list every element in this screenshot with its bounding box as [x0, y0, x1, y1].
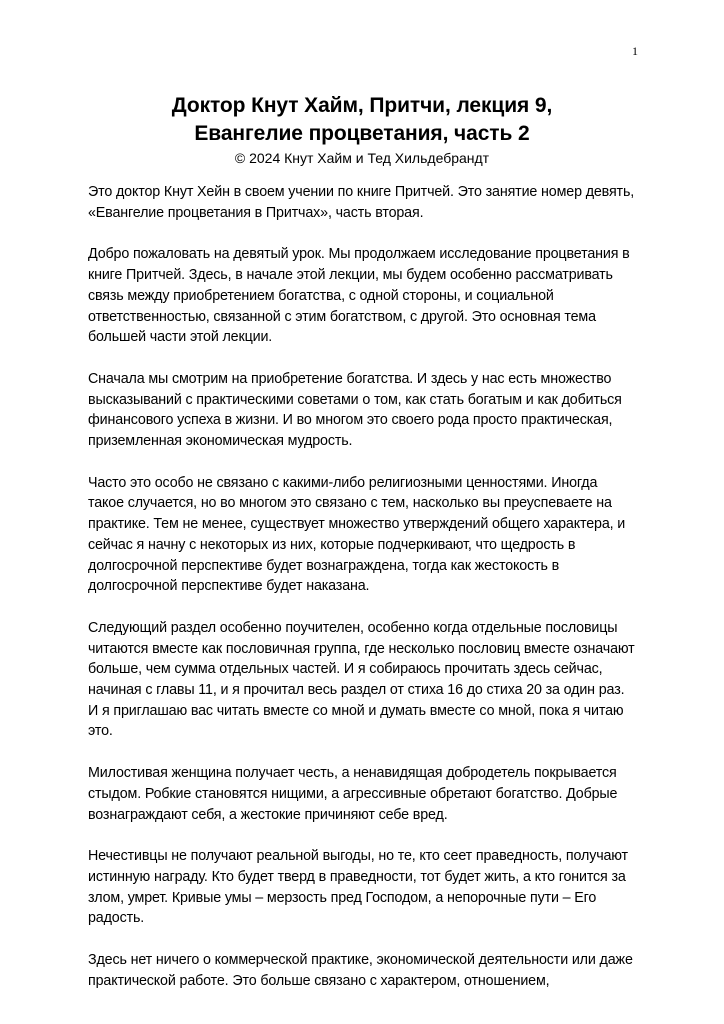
paragraph-4: Часто это особо не связано с какими-либо религиозными ценностями. Иногда такое случается, но во многом это связано с тем, насколько вы преуспеваете на практике. Тем не менее, существует множество утверждений общего характера, и сейчас я начну с некоторых из них, которые подчеркивают, что щедрость в долгосрочной перспективе будет вознаграждена, тогда как жестокость в долгосрочной перспективе будет наказана. — [88, 474, 626, 595]
document-body — [88, 182, 636, 1013]
title-block — [88, 92, 636, 167]
document-title-line-1: Доктор Кнут Хайм, Притчи, лекция 9, — [171, 94, 553, 117]
paragraph-5: Следующий раздел особенно поучителен, особенно когда отдельные пословицы читаются вместе как пословичная группа, где несколько пословиц вместе означают больше, чем сумма отдельных частей. И я собираюсь прочитать здесь сейчас, начиная с главы 11, и я прочитал весь раздел от стиха 16 до стиха 20 за один раз. И я приглашаю вас читать вместе со мной и думать вместе со мной, пока я читаю это. — [88, 619, 635, 740]
page-number: 1 — [632, 44, 638, 58]
paragraph-2: Добро пожаловать на девятый урок. Мы продолжаем исследование процветания в книге Притчей. Здесь, в начале этой лекции, мы будем особенно рассматривать связь между приобретением богатства, с одной стороны, и социальной ответственностью, связанной с этим богатством, с другой. Это основная тема большей части этой лекции. — [88, 246, 630, 346]
paragraph-6: Милостивая женщина получает честь, а ненавидящая добродетель покрывается стыдом. Робкие становятся нищими, а агрессивные обретают богатство. Добрые вознаграждают себя, а жестокие причиняют себе вред. — [88, 765, 618, 823]
paragraph-8: Здесь нет ничего о коммерческой практике, экономической деятельности или даже практической работе. Это больше связано с характером, отношением, — [88, 952, 633, 989]
paragraph-1: Это доктор Кнут Хейн в своем учении по книге Притчей. Это занятие номер девять, «Евангелие процветания в Притчах», часть вторая. — [88, 184, 635, 221]
paragraph-3: Сначала мы смотрим на приобретение богатства. И здесь у нас есть множество высказываний с практическими советами о том, как стать богатым и как добиться финансового успеха в жизни. И во многом это своего рода просто практическая, приземленная экономическая мудрость. — [88, 370, 622, 450]
copyright-line: © 2024 Кнут Хайм и Тед Хильдебрандт — [234, 150, 490, 166]
paragraph-7: Нечестивцы не получают реальной выгоды, но те, кто сеет праведность, получают истинную награду. Кто будет тверд в праведности, тот будет жить, а кто гонится за злом, умрет. Кривые умы – мерзость пред Господом, а непорочные пути – Его радость. — [88, 848, 628, 927]
document-title-line-2: Евангелие процветания, часть 2 — [194, 122, 530, 145]
